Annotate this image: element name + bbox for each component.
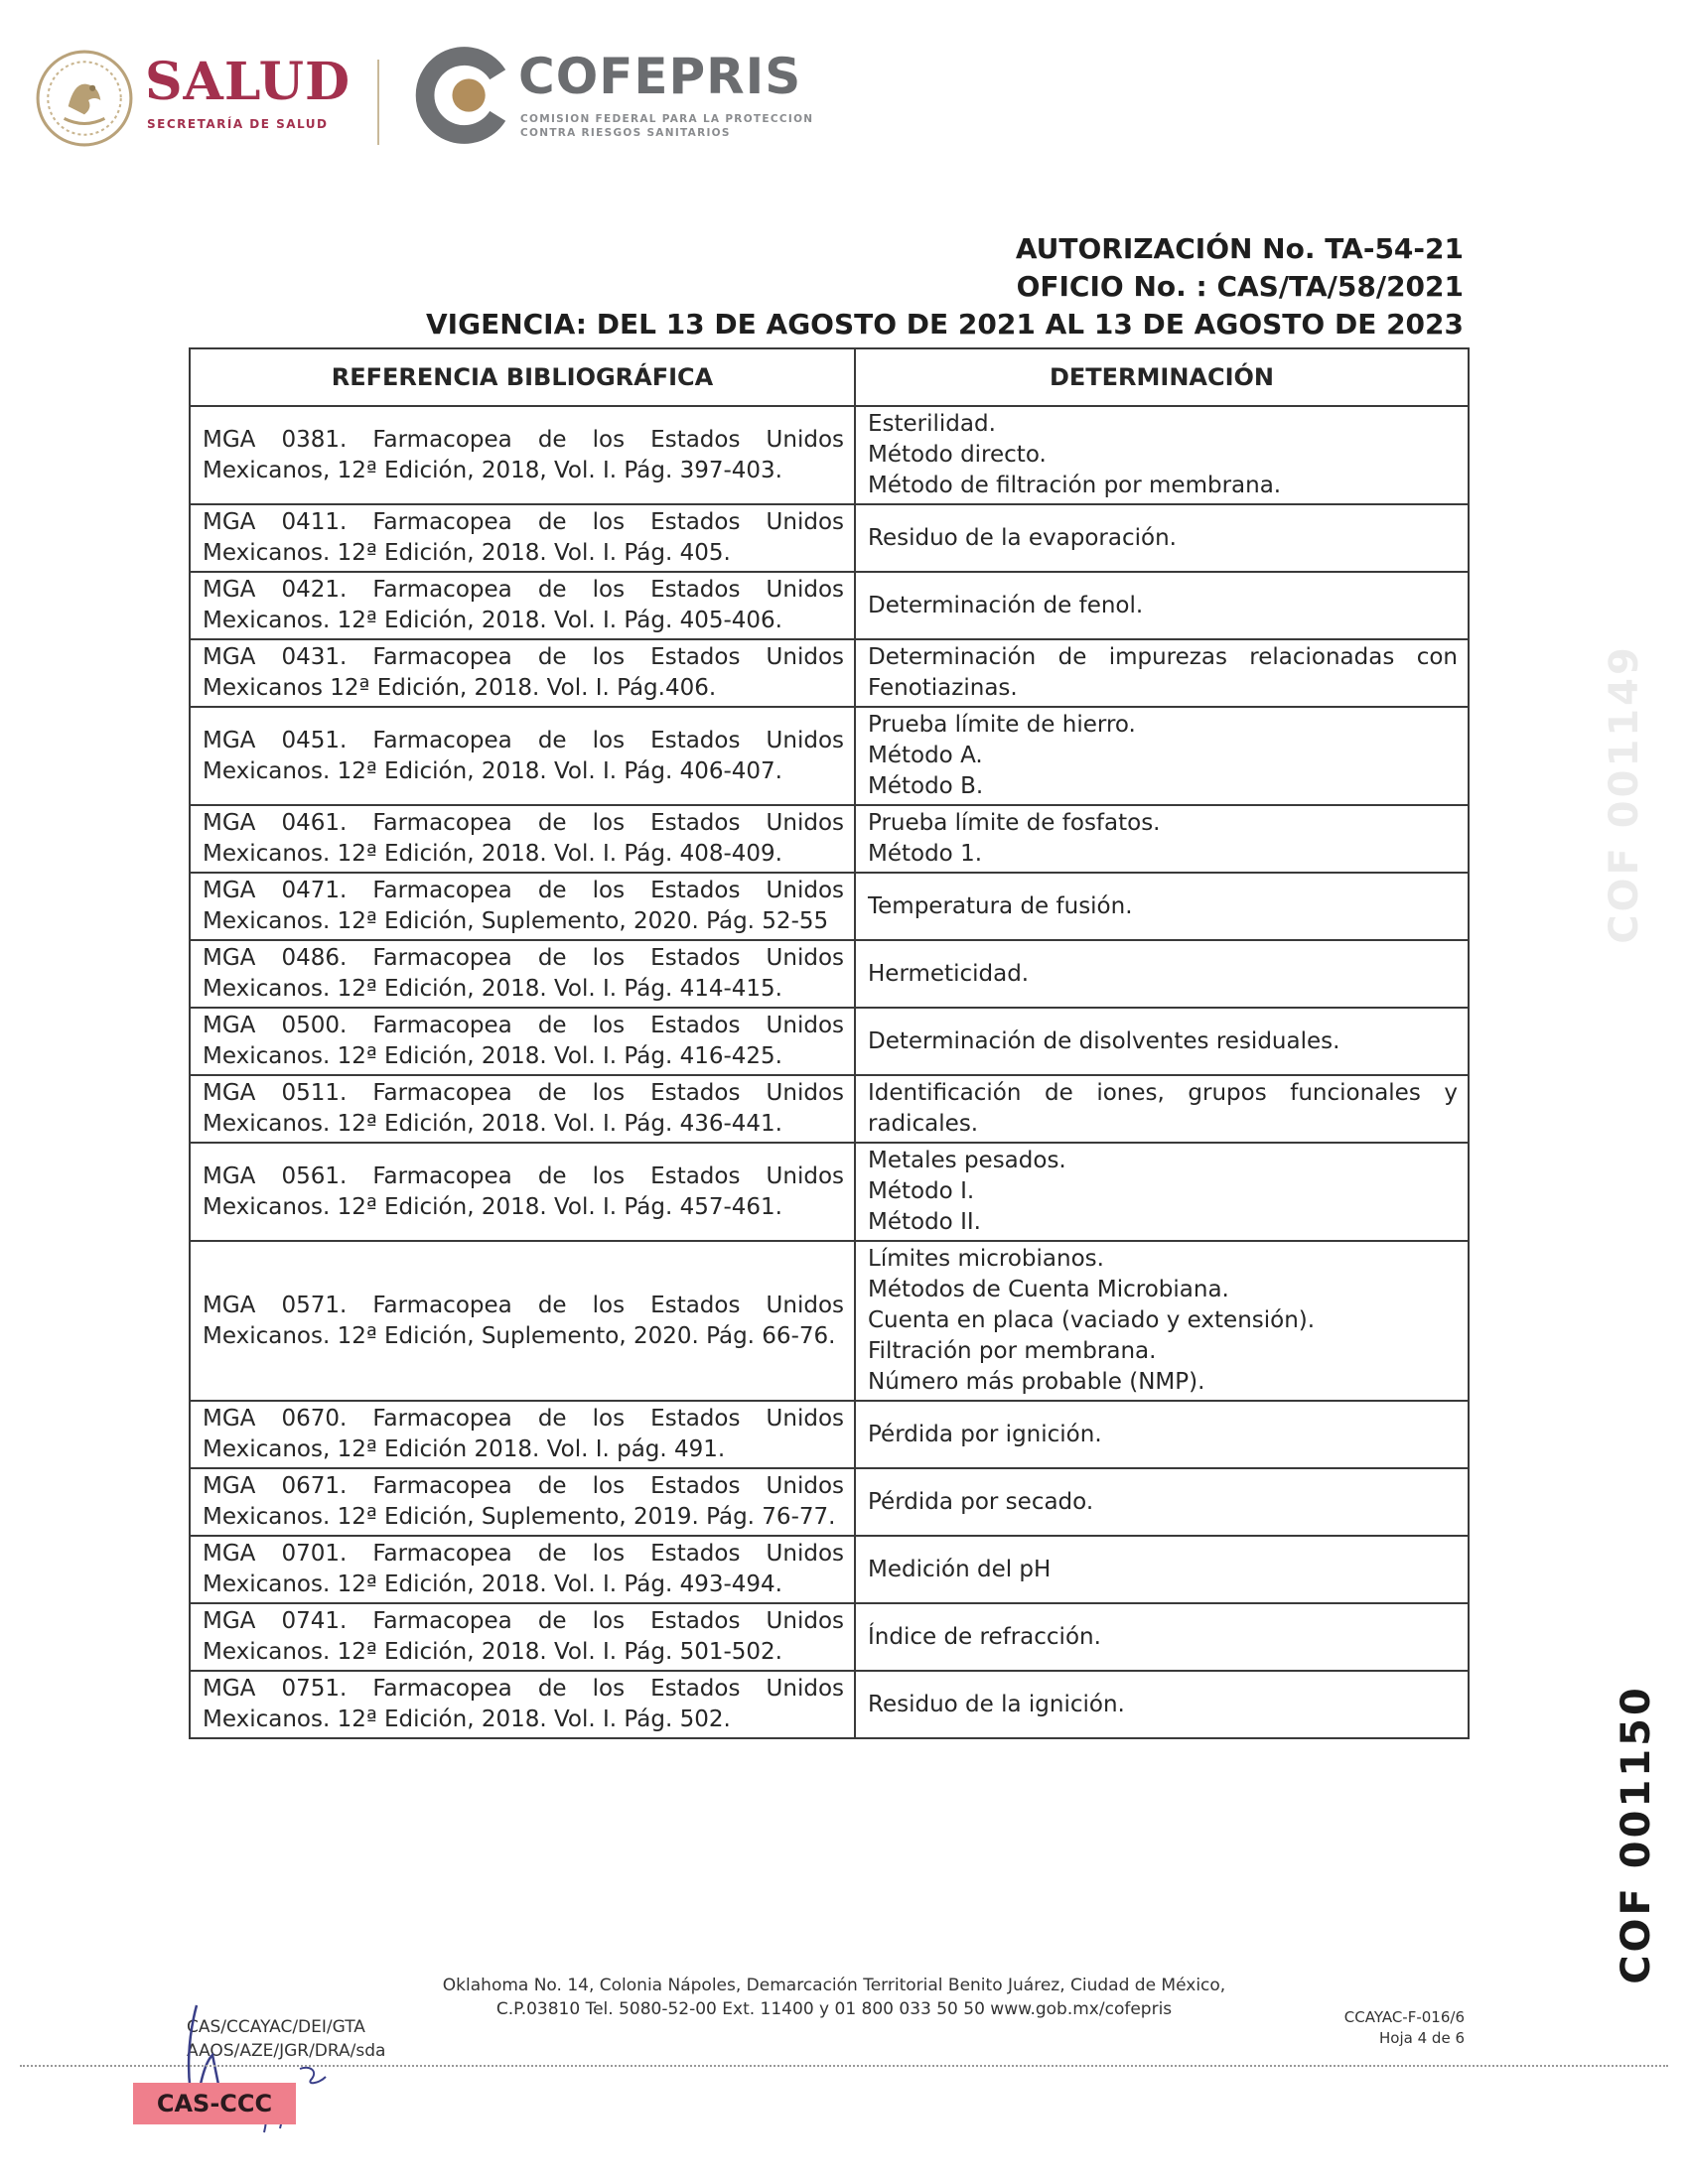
- table-row: [190, 1671, 1469, 1738]
- table-row: [190, 805, 1469, 873]
- determination-cell: Índice de refracción.: [855, 1603, 1469, 1671]
- salud-wordmark: SALUD: [145, 52, 352, 112]
- footer-divider: [20, 2065, 1668, 2067]
- header-referencia: REFERENCIA BIBLIOGRÁFICA: [190, 348, 855, 406]
- table-row: [190, 504, 1469, 572]
- determination-cell: Temperatura de fusión.: [855, 873, 1469, 940]
- determination-cell: Medición del pH: [855, 1536, 1469, 1603]
- reference-cell: MGA 0561. Farmacopea de los Estados Unidos Mexicanos. 12ª Edición, 2018. Vol. I. Pág. 457-461.: [190, 1143, 855, 1241]
- determination-cell: Prueba límite de hierro. Método A. Método B.: [855, 707, 1469, 805]
- determination-cell: Determinación de fenol.: [855, 572, 1469, 639]
- form-code: CCAYAC-F-016/6: [1343, 2008, 1465, 2026]
- determination-cell: Límites microbianos. Métodos de Cuenta Microbiana. Cuenta en placa (vaciado y extensión). Filtración por membrana. Número más probable (NMP).: [855, 1241, 1469, 1401]
- address-line-2: C.P.03810 Tel. 5080-52-00 Ext. 11400 y 01 800 033 50 50 www.gob.mx/cofepris: [495, 1999, 1173, 2019]
- table-header-row: [190, 348, 1469, 406]
- table-row: [190, 572, 1469, 639]
- reference-cell: MGA 0411. Farmacopea de los Estados Unidos Mexicanos. 12ª Edición, 2018. Vol. I. Pág. 405.: [190, 504, 855, 572]
- cofepris-c-icon: [415, 44, 518, 147]
- table-row: [190, 1536, 1469, 1603]
- footer-form-info: [1344, 2007, 1465, 2049]
- oficio-number: OFICIO No. : CAS/TA/58/2021: [1016, 270, 1464, 303]
- reference-cell: MGA 0461. Farmacopea de los Estados Unidos Mexicanos. 12ª Edición, 2018. Vol. I. Pág. 408-409.: [190, 805, 855, 873]
- table-row: [190, 1468, 1469, 1536]
- determination-cell: Esterilidad. Método directo. Método de filtración por membrana.: [855, 406, 1469, 504]
- cofepris-subtitle-line2: CONTRA RIESGOS SANITARIOS: [520, 127, 731, 139]
- reference-cell: MGA 0421. Farmacopea de los Estados Unidos Mexicanos. 12ª Edición, 2018. Vol. I. Pág. 405-406.: [190, 572, 855, 639]
- footer-address: [298, 1974, 1370, 2021]
- cofepris-wordmark: COFEPRIS: [518, 48, 802, 105]
- table-row: [190, 639, 1469, 707]
- cofepris-logo: [415, 44, 832, 153]
- logo-divider: [377, 60, 379, 145]
- determination-cell: Prueba límite de fosfatos. Método 1.: [855, 805, 1469, 873]
- salud-logo: [34, 48, 352, 151]
- table-row: [190, 1401, 1469, 1468]
- determination-cell: Residuo de la ignición.: [855, 1671, 1469, 1738]
- table-row: [190, 707, 1469, 805]
- table-row: [190, 1241, 1469, 1401]
- references-table: [189, 347, 1470, 1739]
- determination-cell: Residuo de la evaporación.: [855, 504, 1469, 572]
- reference-cell: MGA 0701. Farmacopea de los Estados Unidos Mexicanos. 12ª Edición, 2018. Vol. I. Pág. 493-494.: [190, 1536, 855, 1603]
- table-row: [190, 1603, 1469, 1671]
- determination-cell: Hermeticidad.: [855, 940, 1469, 1008]
- table-row: [190, 406, 1469, 504]
- cofepris-subtitle-line1: COMISION FEDERAL PARA LA PROTECCION: [520, 113, 814, 125]
- salud-subtitle: SECRETARÍA DE SALUD: [147, 117, 329, 131]
- faint-folio-stamp: COF 001149: [1602, 644, 1647, 944]
- reference-cell: MGA 0486. Farmacopea de los Estados Unidos Mexicanos. 12ª Edición, 2018. Vol. I. Pág. 414-415.: [190, 940, 855, 1008]
- table-row: [190, 1075, 1469, 1143]
- determination-cell: Identificación de iones, grupos funcionales y radicales.: [855, 1075, 1469, 1143]
- reference-cell: MGA 0741. Farmacopea de los Estados Unidos Mexicanos. 12ª Edición, 2018. Vol. I. Pág. 501-502.: [190, 1603, 855, 1671]
- determination-cell: Pérdida por ignición.: [855, 1401, 1469, 1468]
- reference-cell: MGA 0511. Farmacopea de los Estados Unidos Mexicanos. 12ª Edición, 2018. Vol. I. Pág. 436-441.: [190, 1075, 855, 1143]
- document-title-block: [426, 230, 1464, 343]
- table-row: [190, 1143, 1469, 1241]
- determination-cell: Pérdida por secado.: [855, 1468, 1469, 1536]
- reference-cell: MGA 0500. Farmacopea de los Estados Unidos Mexicanos. 12ª Edición, 2018. Vol. I. Pág. 416-425.: [190, 1008, 855, 1075]
- reference-cell: MGA 0751. Farmacopea de los Estados Unidos Mexicanos. 12ª Edición, 2018. Vol. I. Pág. 502.: [190, 1671, 855, 1738]
- determination-cell: Determinación de disolventes residuales.: [855, 1008, 1469, 1075]
- vigencia-period: VIGENCIA: DEL 13 DE AGOSTO DE 2021 AL 13 DE AGOSTO DE 2023: [426, 308, 1464, 341]
- reference-cell: MGA 0451. Farmacopea de los Estados Unidos Mexicanos. 12ª Edición, 2018. Vol. I. Pág. 406-407.: [190, 707, 855, 805]
- mexico-seal-icon: [34, 48, 135, 149]
- reference-cell: MGA 0671. Farmacopea de los Estados Unidos Mexicanos. 12ª Edición, Suplemento, 2019. Pág. 76-77.: [190, 1468, 855, 1536]
- address-line-1: Oklahoma No. 14, Colonia Nápoles, Demarcación Territorial Benito Juárez, Ciudad de México,: [442, 1976, 1226, 1995]
- determination-cell: Metales pesados. Método I. Método II.: [855, 1143, 1469, 1241]
- reference-cell: MGA 0381. Farmacopea de los Estados Unidos Mexicanos, 12ª Edición, 2018, Vol. I. Pág. 397-403.: [190, 406, 855, 504]
- initials-line-2: AAOS/AZE/JGR/DRA/sda: [187, 2041, 386, 2061]
- page-number: Hoja 4 de 6: [1379, 2029, 1465, 2047]
- cas-ccc-stamp: CAS-CCC: [133, 2083, 296, 2124]
- folio-stamp: COF 001150: [1614, 1685, 1659, 1984]
- reference-cell: MGA 0670. Farmacopea de los Estados Unidos Mexicanos, 12ª Edición 2018. Vol. I. pág. 491.: [190, 1401, 855, 1468]
- header-determinacion: DETERMINACIÓN: [855, 348, 1469, 406]
- reference-cell: MGA 0571. Farmacopea de los Estados Unidos Mexicanos. 12ª Edición, Suplemento, 2020. Pág. 66-76.: [190, 1241, 855, 1401]
- initials-line-1: CAS/CCAYAC/DEI/GTA: [187, 2017, 365, 2037]
- reference-cell: MGA 0471. Farmacopea de los Estados Unidos Mexicanos. 12ª Edición, Suplemento, 2020. Pág. 52-55: [190, 873, 855, 940]
- table-row: [190, 940, 1469, 1008]
- table-row: [190, 1008, 1469, 1075]
- reference-cell: MGA 0431. Farmacopea de los Estados Unidos Mexicanos 12ª Edición, 2018. Vol. I. Pág.406.: [190, 639, 855, 707]
- authorization-number: AUTORIZACIÓN No. TA-54-21: [1015, 232, 1464, 265]
- table-row: [190, 873, 1469, 940]
- determination-cell: Determinación de impurezas relacionadas con Fenotiazinas.: [855, 639, 1469, 707]
